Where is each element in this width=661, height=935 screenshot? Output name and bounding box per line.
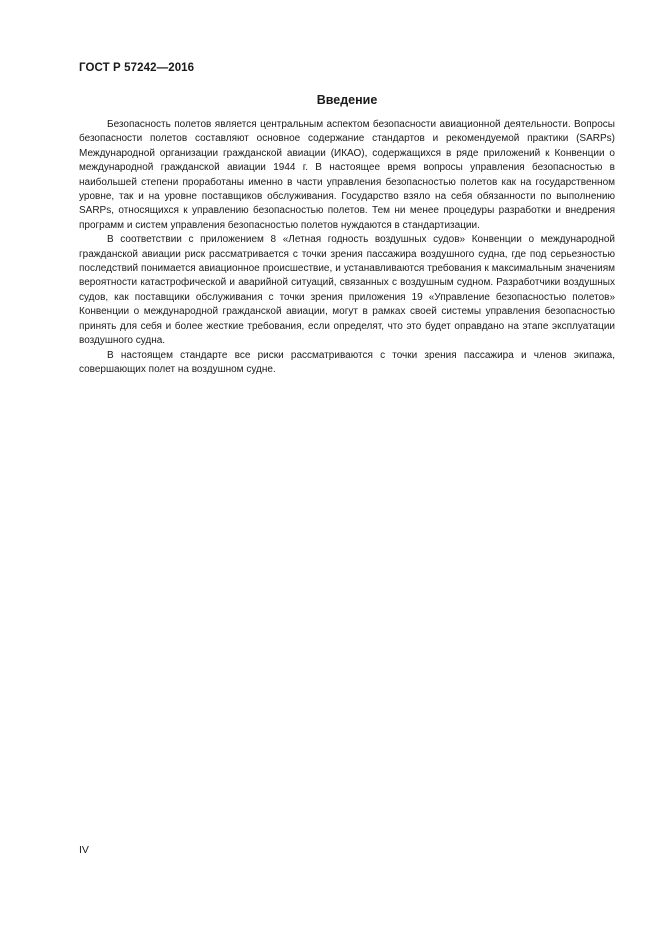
paragraph: В соответствии с приложением 8 «Летная годность воздушных судов» Конвенции о международной гражданской авиации риск рассматривается с точки зрения пассажира воздушного судна, где под серьезностью последствий понимается авиационное происшествие, и устанавливаются требования к максимальным значениям вероятности катастрофической и аварийной ситуаций, связанных с воздушным судном. Разработчики воздушных судов, как поставщики обслуживания с точки зрения приложения 19 «Управление безопасностью полетов» Конвенции о международной гражданской авиации, могут в рамках своей системы управления безопасностью принять для себя и более жесткие требования, если определят, что это будет оправдано на этапе эксплуатации воздушного судна. (79, 234, 615, 347)
section-title: Введение (316, 93, 378, 107)
paragraph: В настоящем стандарте все риски рассматриваются с точки зрения пассажира и членов экипажа, совершающих полет на воздушном судне. (79, 349, 615, 375)
page-number: IV (79, 844, 89, 856)
body-text (79, 118, 615, 377)
document-code: ГОСТ Р 57242—2016 (79, 62, 195, 74)
paragraph: Безопасность полетов является центральным аспектом безопасности авиационной деятельности. Вопросы безопасности полетов составляют основное содержание стандартов и рекомендуемой практики (SARPs) Международной организации гражданской авиации (ИКАО), содержащихся в ряде приложений к Конвенции о международной гражданской авиации 1944 г. В настоящее время вопросы управления безопасностью в наибольшей степени проработаны именно в части управления безопасностью полетов как на государственном уровне, так и на уровне поставщиков обслуживания. Государство взяло на себя обязанности по выполнению SARPs, относящихся к управлению безопасностью полетов. Тем ни менее процедуры разработки и внедрения программ и систем управления безопасностью полетов нуждаются в стандартизации. (79, 119, 615, 231)
